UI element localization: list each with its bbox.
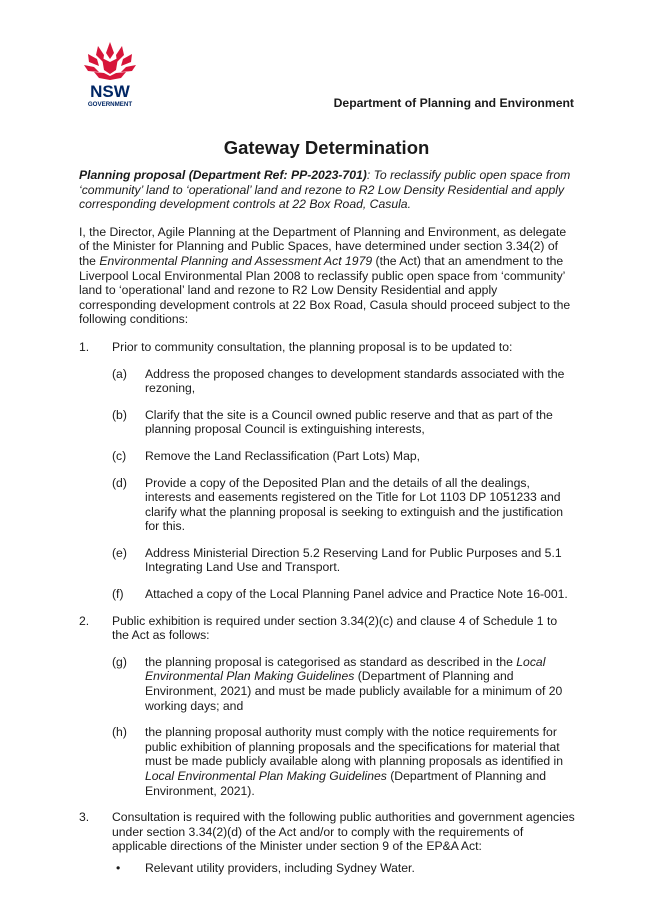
document-body [79,168,577,888]
condition-2: 2. Public exhibition is required under section 3.34(2)(c) and clause 4 of Schedule 1 to the Act as follows: (g) the planning proposal is categorised as standard as described in the Local Environmental Plan Making Guidelines (Department of Planning and Environment, 2021) and must be made publicly available for a minimum of 20 working days; and (h) the planning proposal authority must comply with the notice requirements for public exhibition of planning proposals and the specifications for material that must be made publicly available along with planning proposals as identified in Local Environmental Plan Making Guidelines (Department of Planning and Environment, 2021). [79,614,577,799]
condition-1: 1. Prior to community consultation, the planning proposal is to be updated to: (a) Address the proposed changes to development standards associated with the rezoning, (b) Clarify that the site is a Council owned public reserve and that as part of the planning proposal Council is extinguishing interests, (c) Remove the Land Reclassification (Part Lots) Map, (d) Provide a copy of the Deposited Plan and the details of all the dealings, interests and easements registered on the Title for Lot 1103 DP 1051233 and clarify what the planning proposal is seeking to extinguish and the justification for this. (e) Address Ministerial Direction 5.2 Reserving Land for Public Purposes and 5.1 Integrating Land Use and Transport. (f) Attached a copy of the Local Planning Panel advice and Practice Note 16-001. [79,340,577,602]
proposal-description: : To reclassify public open space from ‘community’ land to ‘operational’ land and rezone to R2 Low Density Residential and apply corresponding development controls at 22 Box Road, Casula. [79,168,571,212]
bullet-icon: • [116,860,121,875]
condition-3: 3. Consultation is required with the following public authorities and government agencies under section 3.34(2)(d) of the Act and/or to comply with the requirements of applicable directions of the Minister under section 9 of the EP&A Act: • Relevant utility providers, including Sydney Water. [79,810,577,875]
page-title: Gateway Determination [223,137,430,158]
condition-1-e: (e) Address Ministerial Direction 5.2 Reserving Land for Public Purposes and 5.1 Integrating Land Use and Transport. [112,545,562,575]
proposal-summary [79,168,577,212]
svg-text:GOVERNMENT: GOVERNMENT [87,101,133,108]
act-name: Environmental Planning and Assessment Act 1979 [99,253,373,268]
svg-text:NSW: NSW [90,82,130,101]
waratah-icon [79,40,141,110]
condition-2-g: (g) the planning proposal is categorised as standard as described in the Local Environmental Plan Making Guidelines (Department of Planning and Environment, 2021) and must be made publicly available for a minimum of 20 working days; and [112,654,563,713]
determination-paragraph: I, the Director, Agile Planning at the Department of Planning and Environment, as delegate of the Minister for Planning and Public Spaces, have determined under section 3.34(2) of the Environmental Planning and Assessment Act 1979 (the Act) that an amendment to the Liverpool Local Environmental Plan 2008 to reclassify public open space from ‘community’ land to ‘operational’ land and rezone to R2 Low Density Residential and apply corresponding development controls at 22 Box Road, Casula should proceed subject to the following conditions: [79,224,571,327]
condition-1-b: (b) Clarify that the site is a Council owned public reserve and that as part of the planning proposal Council is extinguishing interests, [112,407,553,437]
department-name: Department of Planning and Environment [333,96,574,110]
condition-1-c: (c) Remove the Land Reclassification (Part Lots) Map, [112,448,421,463]
list-item: • Relevant utility providers, including Sydney Water. [116,860,415,875]
condition-1-a: (a) Address the proposed changes to development standards associated with the rezoning, [112,366,565,396]
condition-1-d: (d) Provide a copy of the Deposited Plan and the details of all the dealings, interests and easements registered on the Title for Lot 1103 DP 1051233 and clarify what the planning proposal is seeking to extinguish and the justification for this. [112,475,564,534]
nsw-government-logo [79,40,141,110]
condition-2-h: (h) the planning proposal authority must comply with the notice requirements for public exhibition of planning proposals and the specifications for material that must be made publicly available along with planning proposals as identified in Local Environmental Plan Making Guidelines (Department of Planning and Environment, 2021). [112,725,564,798]
condition-1-f: (f) Attached a copy of the Local Planning Panel advice and Practice Note 16-001. [112,587,568,602]
proposal-reference: Planning proposal (Department Ref: PP-2023-701) [79,168,367,182]
